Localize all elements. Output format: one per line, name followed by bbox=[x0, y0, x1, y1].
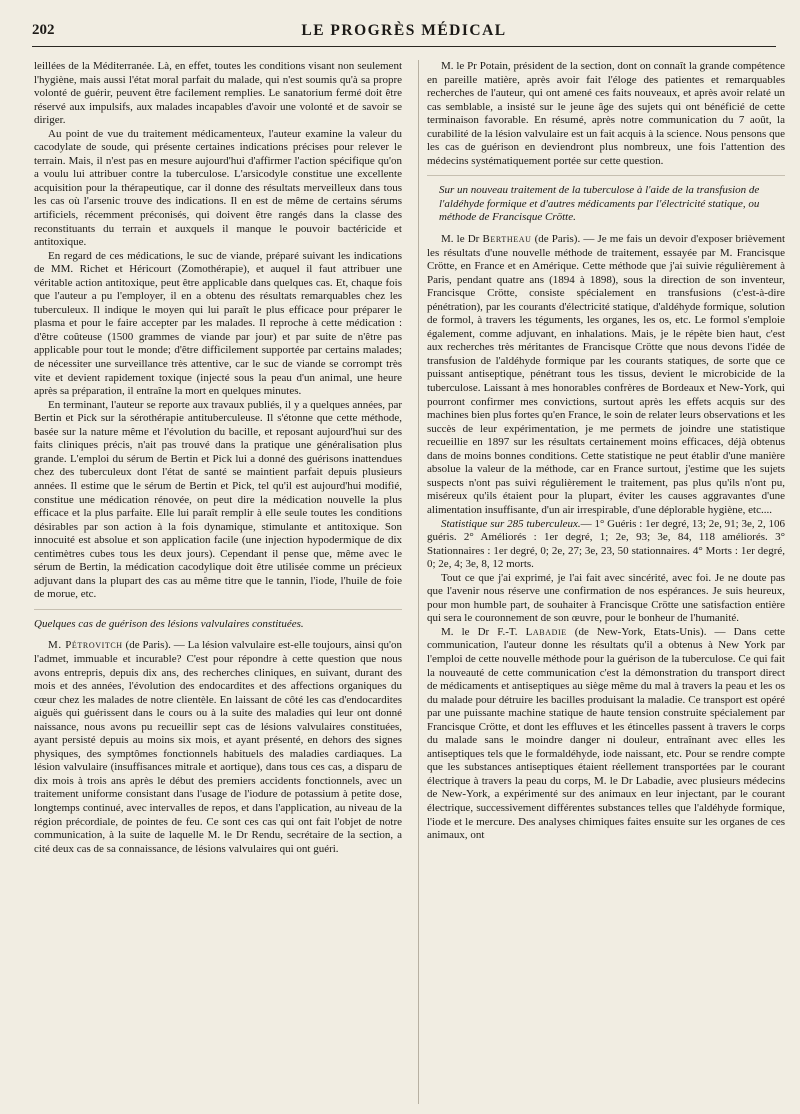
author-prefix: M. le Dr bbox=[441, 233, 483, 246]
section-title: Quelques cas de guérison des lésions valvulaires constituées. bbox=[34, 617, 304, 630]
section-divider bbox=[34, 609, 402, 610]
statistics-label: Statistique sur 285 tuberculeux. bbox=[441, 517, 581, 530]
paragraph bbox=[427, 518, 785, 572]
journal-title: LE PROGRÈS MÉDICAL bbox=[301, 22, 507, 39]
paragraph: M. le Pr Potain, président de la section, dont on connaît la grande compétence en pareille matière, après avoir fait l'éloge des patientes et remarquables recherches de l'auteur, qui ont amené ces faits nouveaux, et après avoir relaté un cas semblable, a insisté sur le jeune âge des sujets qui ont bénéficié de cette terminaison favorable. En résumé, après notre communication du 7 août, la curabilité de la lésion valvulaire est un fait acquis à la science. Nous pensons que les cas de guérison en deviendront plus nombreux, une fois l'attention des médecins systématiquement portée sur cette question. bbox=[427, 60, 785, 167]
author-name: Labadie bbox=[525, 625, 567, 638]
paragraph-text: (de New-York, Etats-Unis). — Dans cette communication, l'auteur donne les résultats qu'il a obtenus à New York par l'emploi de cette nouvelle méthode pour la guérison de la tuberculose. Ce qui fait la nouveauté de cette communication c'est la démonstration du transport direct de médicaments et antiseptiques au siège même du mal à travers la peau et les os du malade pour détruire les bacilles produisant la maladie. Ce transport est opéré par une puissante machine statique de haute tension construite spécialement par Francisque Crötte, et dont les effluves et les étincelles passent à travers le corps du malade sans le moindre danger ni douleur, entraînant avec elles les antiseptiques tels que le formaldéhyde, iode naissant, etc. Pour se rendre compte que les substances antiseptiques étaient réellement transportées par le courant électrique à travers la peau du corps, M. le Dr Labadie, avec plusieurs médecins de New-York, a expérimenté sur des animaux en leur injectant, par le courant électrique, successivement différentes substances telles que l'aldéhyde formique, l'iode et le mercure. Des analyses chimiques faites ensuite sur les organes de ces animaux, ont bbox=[427, 625, 785, 842]
paragraph bbox=[34, 639, 402, 856]
author-prefix: M. le Dr F.-T. bbox=[441, 625, 526, 638]
paragraph bbox=[427, 626, 785, 843]
author-name: M. Pétrovitch bbox=[48, 639, 123, 652]
paragraph: Tout ce que j'ai exprimé, je l'ai fait avec sincérité, avec foi. Je ne doute pas que l'avenir nous réserve une confirmation de nos espérances. Je suis heureux, pour mon humble part, de souhaiter à Francisque Crötte une satisfaction entière qui sera le couronnement de son œuvre, pour le bonheur de l'humanité. bbox=[427, 571, 785, 625]
page-header bbox=[32, 20, 776, 47]
paragraph-text: (de Paris). — La lésion valvulaire est-elle toujours, ainsi qu'on l'admet, immuable et incurable? C'est pour répondre à cette question que nous avons entrepris, depuis dix ans, des recherches cliniques, en suivant, durant des mois et des années, l'évolution des endocardites et des affections organiques du cœur chez les malades de notre clientèle. En laissant de côté les cas d'endocardites aiguës qui guérissent dans le cours ou à la suite des maladies qui leur ont donné naissance, nous avons pu recueillir sept cas de lésions valvulaires constituées, ayant persisté depuis au moins six mois, et ayant présenté, en dehors des signes physiques, des symptômes fonctionnels habituels des maladies cardiaques. La lésion valvulaire (insuffisances mitrale et aortique), dans tous ces cas, a disparu de dix mois à trois ans après le début des premiers accidents fonctionnels, avec un traitement uniforme consistant dans l'usage de l'iodure de potassium à petite dose, longtemps continué, avec intervalles de repos, et dans l'application, au niveau de la région précordiale, de pointes de feu. Ce sont ces cas qui ont fait l'objet de notre communication, à la suite de laquelle M. le Dr Rendu, secrétaire de la section, a cité deux cas de sa connaissance, de lésions valvulaires qui ont guéri. bbox=[34, 639, 402, 855]
paragraph-text: (de Paris). — Je me fais un devoir d'exposer brièvement les résultats d'une nouvelle méthode de traitement, essayée par M. Francisque Crötte, en France et en Amérique. Cette méthode que j'ai suivie régulièrement à Paris, pendant quatre ans (1894 à 1898), sous la direction de son inventeur, Francisque Crötte, consiste spécialement en transfusions (c'est-à-dire pénétration), par les courants d'électricité statique, d'aldéhyde formique, solution de formol, à travers les téguments, les organes, les os, etc. Le formol s'emploie également, comme adjuvant, en inhalations. Mais, je le répète bien haut, c'est aux recherches très méritantes de Francisque Crötte que nous devons l'idée de transfusion de l'aldéhyde formique par les courants statiques, de sorte que ce puissant antiseptique, pénétrant tous les tissus, devient le microbicide de la tuberculose. Laissant à mes honorables confrères de Bordeaux et New-York, qui pourront confirmer mes convictions, surtout après les effets acquis sur des machines bien plus fortes qu'en France, le soin de relater leurs observations et les succès de leur expérimentation, je me permets de joindre une statistique recueillie en 1897 sur les résultats certainement moins efficaces, déjà obtenus dans de moins bonnes conditions. Cette statistique ne peut établir d'une manière absolue la valeur de la méthode, car en France surtout, j'estime que les sujets suspects n'ont pas suivi régulièrement le traitement, pas plus qu'ils n'ont pu, miséreux qu'ils étaient pour la plupart, éviter les causes aggravantes d'une alimentation insuffisante, d'un air irrespirable, d'une déplorable hygiène, etc.... bbox=[427, 233, 785, 516]
statistics-text: — 1° Guéris : 1er degré, 13; 2e, 91; 3e, 2, 106 guéris. 2° Améliorés : 1er degré, 1; 2e, 93; 3e, 84, 118 améliorés. 3° Stationnaires : 1er degré, 0; 2e, 27; 3e, 23, 50 stationnaires. 4° Morts : 1er degré, 0; 2e, 4; 3e, 8, 12 morts. bbox=[427, 517, 785, 571]
left-column bbox=[34, 60, 402, 1104]
paragraph: En regard de ces médications, le suc de viande, préparé suivant les indications de MM. Richet et Héricourt (Zomothérapie), et auquel il faut attribuer une véritable action antitoxique, peut être applicable dans quelques cas. Et, chaque fois que l'auteur a pu l'employer, il en a obtenu des résultats remarquables chez les tuberculeux. Il indique le moyen qui lui paraît le plus efficace pour préparer le plasma et pour le faire accepter par les malades. Il reproche à cette médication : d'être coûteuse (1500 grammes de viande par jour) et par suite de n'être pas applicable pour tout le monde; d'être difficilement supportée par certains malades; de nécessiter une surveillance très attentive, car le suc de viande se corrompt très vite et devient rapidement toxique (injecté sous la peau d'un animal, une heure après sa préparation, il entraîne la mort en quelques minutes. bbox=[34, 249, 402, 398]
right-column bbox=[418, 60, 785, 1104]
paragraph: En terminant, l'auteur se reporte aux travaux publiés, il y a quelques années, par Bertin et Pick sur la sérothérapie antituberculeuse. Il s'étonne que cette méthode, basée sur la nature même et l'évolution du bacille, et reposant aujourd'hui sur des faits cliniques précis, n'ait pas trouvé dans la pratique une généralisation plus grande. L'emploi du sérum de Bertin et Pick lui a donné des guérisons inattendues chez des tuberculeux dont l'état de santé se maintient parfait depuis plusieurs années. Il estime que le sérum de Bertin et Pick, tel qu'il est aujourd'hui modifié, constitue une médication rénovée, on peut dire la médication nouvelle la plus efficace et la plus parfaite. Elle lui paraît remplir à elle seule toutes les conditions désirables par son action à la fois dynamique, stimulante et antitoxique. Son innocuité est absolue et son application facile (une injection hypodermique de dix centimètres cubes tous les deux jours). Cependant il pense que, même avec le sérum de Bertin, la médication cacodylique doit être utilisée comme un précieux adjuvant dans la plupart des cas au même titre que le tannin, l'iode, l'huile de foie de morue, etc. bbox=[34, 398, 402, 601]
paragraph: leillées de la Méditerranée. Là, en effet, toutes les conditions visant non seulement l'hygiène, mais aussi l'état moral parfait du malade, qui n'est soumis qu'à sa propre volonté de guérir, peuvent être facilement remplies. Le sanatorium fermé doit être réservé aux impulsifs, aux malades incapables d'avoir une volonté et de savoir se diriger. bbox=[34, 60, 402, 127]
page-number: 202 bbox=[32, 22, 55, 38]
section-title: Sur un nouveau traitement de la tuberculose à l'aide de la transfusion de l'aldéhyde formique et d'autres médicaments par l'électricité statique, ou méthode de Francisque Crötte. bbox=[439, 184, 760, 224]
paragraph: Au point de vue du traitement médicamenteux, l'auteur examine la valeur du cacodylate de soude, qui présente certaines indications précises pour relever le terrain. Mais, il n'est pas en mesure aujourd'hui d'affirmer l'action spécifique qu'on a voulu lui attribuer contre la tuberculose. L'arsicodyle constitue une excellente acquisition pour la thérapeutique, car il donne des résultats merveilleux dans tous les cas où l'arsenic trouve des indications. Il en est de même de certains sérums artificiels, récemment préconisés, qui doivent être rangés dans la classe des reconstituants du terrain et auxquels il manque le pouvoir bactéricide et antitoxique. bbox=[34, 127, 402, 249]
author-name: Bertheau bbox=[482, 233, 532, 246]
section-divider bbox=[427, 175, 785, 176]
paragraph bbox=[427, 233, 785, 517]
